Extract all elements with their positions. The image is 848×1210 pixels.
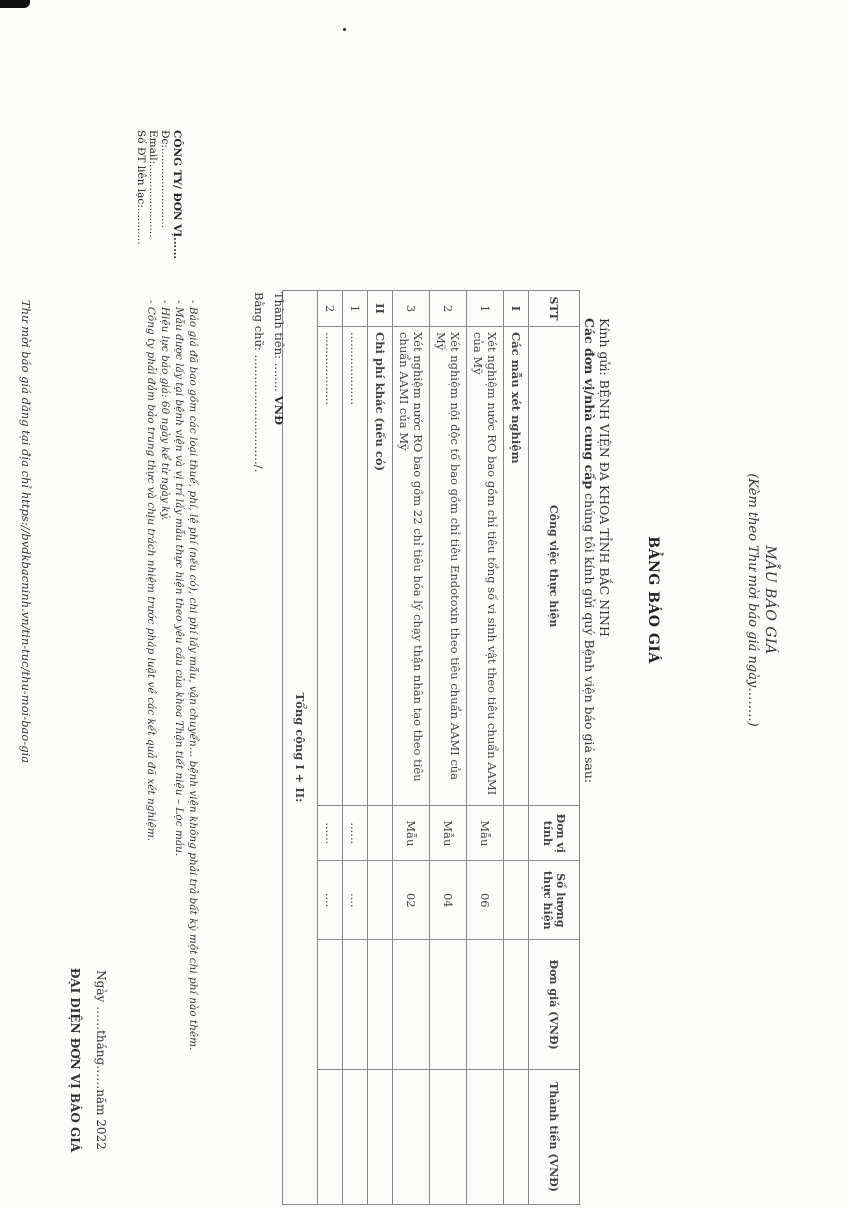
note-item: - Hiệu lực báo giá: 60 ngày kể từ ngày ký. bbox=[159, 300, 171, 521]
empty-cell bbox=[368, 806, 393, 861]
row-task: .................... bbox=[318, 326, 343, 805]
company-block bbox=[135, 130, 183, 259]
row-stt: 2 bbox=[318, 291, 343, 327]
row-price bbox=[343, 940, 368, 1070]
notes-list bbox=[144, 300, 200, 1200]
row-qty: .... bbox=[343, 861, 368, 940]
row-amount bbox=[430, 1070, 467, 1205]
row-unit: ...... bbox=[318, 806, 343, 861]
intro-bold: Các đơn vị/nhà cung cấp bbox=[582, 318, 597, 490]
row-unit: ...... bbox=[343, 806, 368, 861]
row-amount bbox=[343, 1070, 368, 1205]
recipient-line: Kính gửi: BỆNH VIỆN ĐA KHOA TỈNH BẮC NINH bbox=[597, 318, 612, 637]
total-row bbox=[283, 291, 318, 1205]
note-item: - Công ty phải đảm bảo trung thực và chịu trách nhiệm trước pháp luật về các kết quả đã xét nghiệm. bbox=[145, 300, 157, 842]
header-price: Đơn giá (VNĐ) bbox=[529, 940, 580, 1070]
section-row bbox=[504, 291, 529, 1205]
amount-label: Thành tiền: ........ bbox=[272, 292, 286, 392]
quote-table bbox=[282, 290, 580, 1205]
table-row bbox=[467, 291, 504, 1205]
note-item: - Mẫu được lấy tại bệnh viện và vị trí lấy mẫu thực hiện theo yêu cầu của khoa Thận tiết niệu – Lọc máu. bbox=[173, 300, 185, 857]
row-task: Xét nghiệm nội độc tố bao gồm chỉ tiêu Endotoxin theo tiêu chuẩn AAMI của Mỹ bbox=[430, 326, 467, 805]
header-unit: Đơn vị tính bbox=[529, 806, 580, 861]
row-price bbox=[318, 940, 343, 1070]
company-email: Email:...................... bbox=[147, 130, 159, 238]
row-stt: 1 bbox=[467, 291, 504, 327]
empty-cell bbox=[368, 940, 393, 1070]
row-task: .................... bbox=[343, 326, 368, 805]
row-task: Xét nghiệm nước RO bao gồm chỉ tiêu tổng số vi sinh vật theo tiêu chuẩn AAMI của Mỹ bbox=[467, 326, 504, 805]
row-unit: Mẫu bbox=[430, 806, 467, 861]
section-label: Chi phí khác (nếu có) bbox=[368, 326, 393, 805]
row-qty: .... bbox=[318, 861, 343, 940]
empty-cell bbox=[504, 940, 529, 1070]
table-row bbox=[318, 291, 343, 1205]
table-header-row bbox=[529, 291, 580, 1205]
section-label: Các mẫu xét nghiệm bbox=[504, 326, 529, 805]
row-amount bbox=[318, 1070, 343, 1205]
empty-cell bbox=[504, 1070, 529, 1205]
section-row bbox=[368, 291, 393, 1205]
section-number: II bbox=[368, 291, 393, 327]
empty-cell bbox=[504, 806, 529, 861]
row-qty: 02 bbox=[393, 861, 430, 940]
row-amount bbox=[393, 1070, 430, 1205]
row-qty: 06 bbox=[467, 861, 504, 940]
intro-rest: chúng tôi kính gửi quý Bệnh viện báo giá sau: bbox=[582, 489, 597, 784]
form-subtitle: (Kèm theo Thư mời báo giá ngày……..) bbox=[745, 473, 760, 727]
header-stt: STT bbox=[529, 291, 580, 327]
row-price bbox=[393, 940, 430, 1070]
row-price bbox=[467, 940, 504, 1070]
recipient-block bbox=[582, 318, 612, 783]
portal-note: Thư mời báo giá đăng tại địa chỉ https://bvdkbacninh.vn/tin-tuc/thu-moi-bao-gia bbox=[19, 300, 33, 764]
total-label: Tổng cộng I + II: bbox=[283, 291, 318, 1205]
signature-title: ĐẠI DIỆN ĐƠN VỊ BÁO GIÁ bbox=[68, 967, 82, 1153]
intro-line bbox=[582, 318, 597, 783]
company-phone: Số ĐT liên lạc:........... bbox=[135, 130, 147, 245]
quote-table-title: BẢNG BÁO GIÁ bbox=[645, 536, 661, 664]
amount-line bbox=[272, 292, 286, 942]
row-stt: 1 bbox=[343, 291, 368, 327]
row-qty: 04 bbox=[430, 861, 467, 940]
amount-unit: VNĐ bbox=[272, 395, 286, 426]
table-row bbox=[430, 291, 467, 1205]
form-title: MẪU BÁO GIÁ bbox=[762, 545, 778, 655]
row-stt: 3 bbox=[393, 291, 430, 327]
empty-cell bbox=[368, 861, 393, 940]
signature-date: Ngày ……tháng……năm 2022 bbox=[94, 970, 108, 1150]
row-price bbox=[430, 940, 467, 1070]
section-number: I bbox=[504, 291, 529, 327]
empty-cell bbox=[368, 1070, 393, 1205]
row-stt: 2 bbox=[430, 291, 467, 327]
header-task: Công việc thực hiện bbox=[529, 326, 580, 805]
row-unit: Mẫu bbox=[467, 806, 504, 861]
header-qty: Số lượng thực hiện bbox=[529, 861, 580, 940]
header-amount: Thành tiền (VNĐ) bbox=[529, 1070, 580, 1205]
table-row bbox=[343, 291, 368, 1205]
amount-in-words: Bằng chữ: ...........................…/. bbox=[252, 292, 266, 473]
row-task: Xét nghiệm nước RO bao gồm 22 chỉ tiêu hóa lý chạy thận nhân tạo theo tiêu chuẩn AAMI của Mỹ bbox=[393, 326, 430, 805]
empty-cell bbox=[504, 861, 529, 940]
row-unit: Mẫu bbox=[393, 806, 430, 861]
row-amount bbox=[467, 1070, 504, 1205]
table-row bbox=[393, 291, 430, 1205]
company-name: CÔNG TY/ ĐƠN VỊ...... bbox=[171, 130, 183, 260]
company-address: Đc:........................ bbox=[159, 130, 171, 228]
note-item: - Báo giá đã bao gồm các loại thuế, phí, lệ phí (nếu có), chi phí lấy mẫu, vận chuyển… bệnh viện không phải trả bất kỳ một chi phí nào thêm. bbox=[187, 300, 199, 1051]
